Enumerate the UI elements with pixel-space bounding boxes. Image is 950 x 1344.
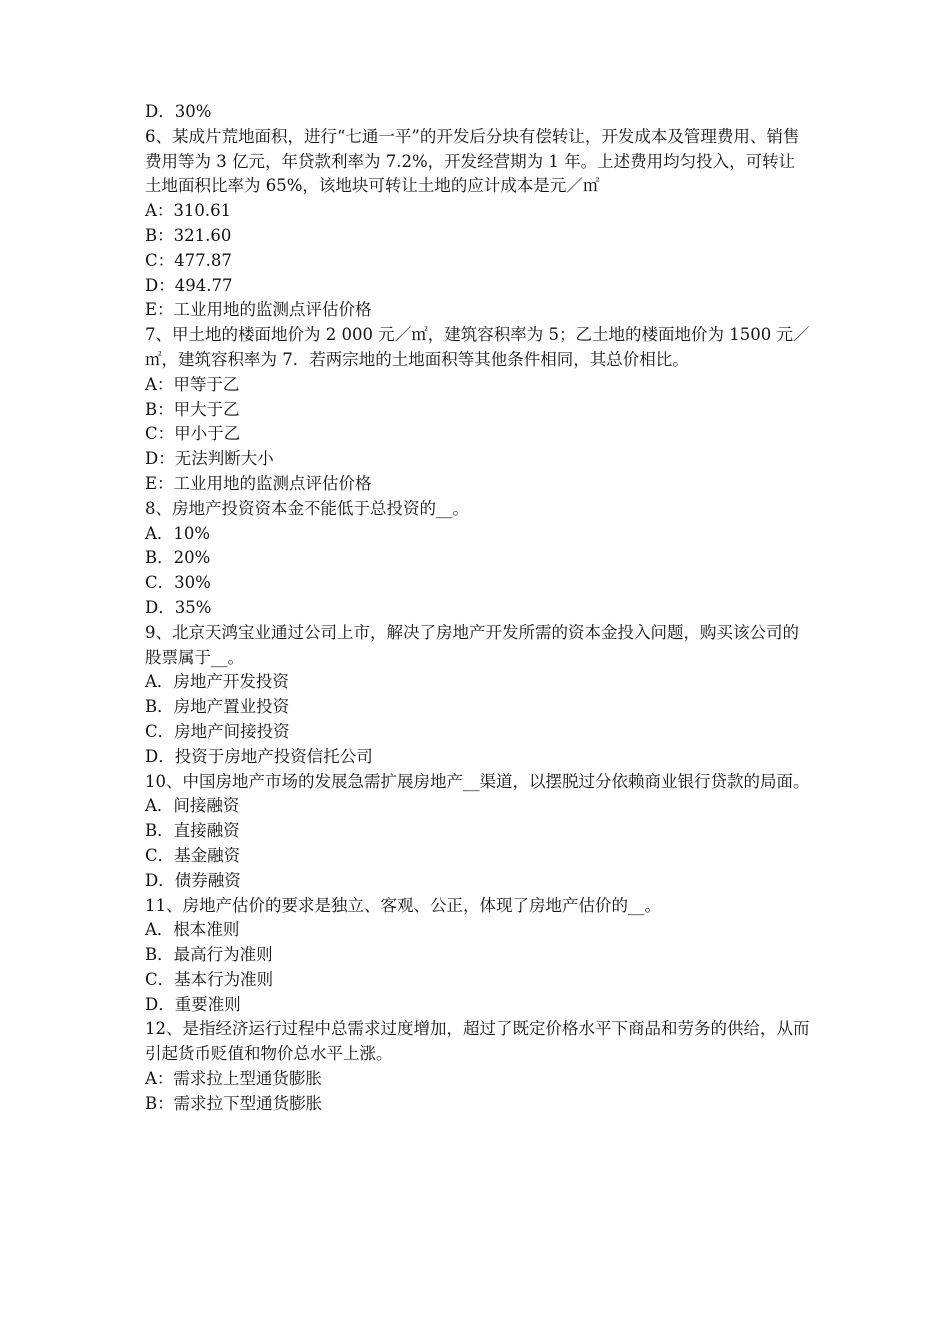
option-a: A．房地产开发投资 <box>145 672 289 692</box>
question-6: 6、某成片荒地面积，进行“七通一平”的开发后分块有偿转让，开发成本及管理费用、销售费用等为 3 亿元，年贷款利率为 7.2%，开发经营期为 1 年。上述费用均匀投入，可转让土地面积比率为 65%，该地块可转让土地的应计成本是元／㎡ <box>145 126 800 196</box>
option-a: A：310.61 <box>145 201 232 221</box>
option-b: B：甲大于乙 <box>145 399 240 419</box>
option-b: B．直接融资 <box>145 821 240 841</box>
option-c: C：477.87 <box>145 250 232 270</box>
option-d: D：494.77 <box>145 275 233 295</box>
option-b: B．最高行为准则 <box>145 945 273 965</box>
option-d: D．重要准则 <box>145 994 241 1014</box>
option-b: B：321.60 <box>145 225 232 245</box>
question-9: 9、北京天鸿宝业通过公司上市，解决了房地产开发所需的资本金投入问题，购买该公司的股票属于__。 <box>145 622 799 667</box>
option-e: E：工业用地的监测点评估价格 <box>145 300 372 320</box>
option-a: A．根本准则 <box>145 920 240 940</box>
option-a: A．间接融资 <box>145 796 240 816</box>
question-10: 10、中国房地产市场的发展急需扩展房地产__渠道，以摆脱过分依赖商业银行贷款的局面。 <box>145 771 810 791</box>
option-c: C．基金融资 <box>145 845 241 865</box>
question-7: 7、甲土地的楼面地价为 2 000 元／㎡，建筑容积率为 5；乙土地的楼面地价为 1500 元／㎡，建筑容积率为 7．若两宗地的土地面积等其他条件相同，其总价相比。 <box>145 325 810 369</box>
option-a: A：甲等于乙 <box>145 374 240 394</box>
option-c: C．房地产间接投资 <box>145 721 290 741</box>
option-d: D．35% <box>145 597 212 617</box>
option-d: D．投资于房地产投资信托公司 <box>145 746 373 766</box>
option-c: C．30% <box>145 573 211 593</box>
question-8: 8、房地产投资资本金不能低于总投资的__。 <box>145 498 469 518</box>
option-c: C：甲小于乙 <box>145 424 241 444</box>
option-d: D．30% <box>145 102 212 121</box>
question-12: 12、是指经济运行过程中总需求过度增加，超过了既定价格水平下商品和劳务的供给，从而引起货币贬值和物价总水平上涨。 <box>145 1019 810 1064</box>
option-a: A．10% <box>145 523 211 543</box>
option-b: B．20% <box>145 548 211 568</box>
option-d: D．债券融资 <box>145 870 241 890</box>
document-body <box>145 100 810 1117</box>
option-b: B：需求拉下型通货膨胀 <box>145 1093 323 1113</box>
question-11: 11、房地产估价的要求是独立、客观、公正，体现了房地产估价的__。 <box>145 895 661 915</box>
option-b: B．房地产置业投资 <box>145 697 290 717</box>
option-e: E：工业用地的监测点评估价格 <box>145 473 372 493</box>
option-c: C．基本行为准则 <box>145 969 274 989</box>
option-a: A：需求拉上型通货膨胀 <box>145 1069 322 1089</box>
option-d: D：无法判断大小 <box>145 449 274 469</box>
